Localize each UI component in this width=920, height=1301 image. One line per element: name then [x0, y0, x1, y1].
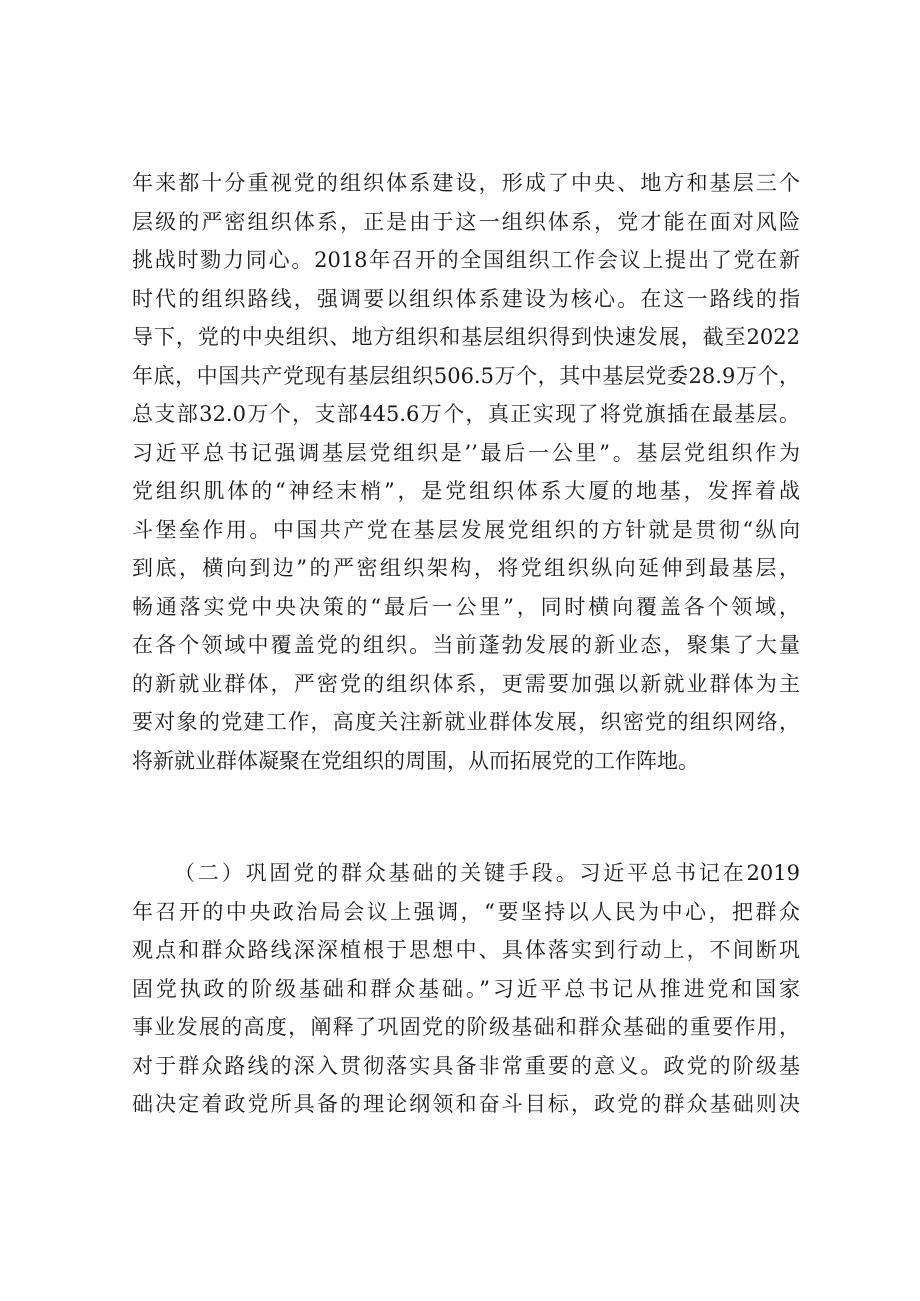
text-line: 斗堡垒作用。中国共产党在基层发展党组织的方针就是贯彻“纵向: [132, 517, 800, 542]
text-line: 层级的严密组织体系，正是由于这一组织体系，党才能在面对风险: [132, 209, 800, 234]
text-line: 总支部32.0万个，支部445.6万个，真正实现了将党旗插在最基层。: [132, 402, 800, 426]
text-line: 年召开的中央政治局会议上强调，“要坚持以人民为中心，把群众: [132, 899, 800, 924]
text-line: 年底，中国共产党现有基层组织506.5万个，其中基层党委28.9万个，: [132, 363, 800, 388]
text-line: 事业发展的高度，阐释了巩固党的阶级基础和群众基础的重要作用，: [132, 1015, 800, 1039]
text-line: 观点和群众路线深深植根于思想中、具体落实到行动上，不间断巩: [132, 938, 800, 962]
text-line: 固党执政的阶级基础和群众基础。”习近平总书记从推进党和国家: [132, 976, 800, 1001]
text-line: 将新就业群体凝聚在党组织的周围，从而拓展党的工作阵地。: [132, 748, 699, 773]
text-line: （二）巩固党的群众基础的关键手段。习近平总书记在2019: [174, 861, 800, 885]
text-line: 到底，横向到边”的严密组织架构，将党组织纵向延伸到最基层，: [132, 556, 800, 580]
paragraph-organization-system: [132, 164, 800, 780]
text-line: 年来都十分重视党的组织体系建设，形成了中央、地方和基层三个: [132, 171, 800, 195]
text-line: 畅通落实党中央决策的“最后一公里”，同时横向覆盖各个领域，: [132, 594, 800, 619]
text-line: 党组织肌体的“神经末梢”，是党组织体系大厦的地基，发挥着战: [132, 479, 800, 503]
text-line: 要对象的党建工作，高度关注新就业群体发展，织密党的组织网络，: [132, 710, 800, 734]
paragraph-mass-foundation: [132, 854, 800, 1124]
text-line: 导下，党的中央组织、地方组织和基层组织得到快速发展，截至2022: [132, 325, 800, 349]
text-line: 础决定着政党所具备的理论纲领和奋斗目标，政党的群众基础则决: [132, 1092, 800, 1116]
text-line: 的新就业群体，严密党的组织体系，更需要加强以新就业群体为主: [132, 671, 800, 696]
text-line: 挑战时勠力同心。2018年召开的全国组织工作会议上提出了党在新: [132, 248, 800, 272]
text-line: 对于群众路线的深入贯彻落实具备非常重要的意义。政党的阶级基: [132, 1053, 800, 1078]
text-line: 习近平总书记强调基层党组织是’’最后一公里”。基层党组织作为: [132, 440, 800, 465]
text-line: 在各个领域中覆盖党的组织。当前蓬勃发展的新业态，聚集了大量: [132, 633, 800, 657]
text-line: 时代的组织路线，强调要以组织体系建设为核心。在这一路线的指: [132, 286, 800, 311]
